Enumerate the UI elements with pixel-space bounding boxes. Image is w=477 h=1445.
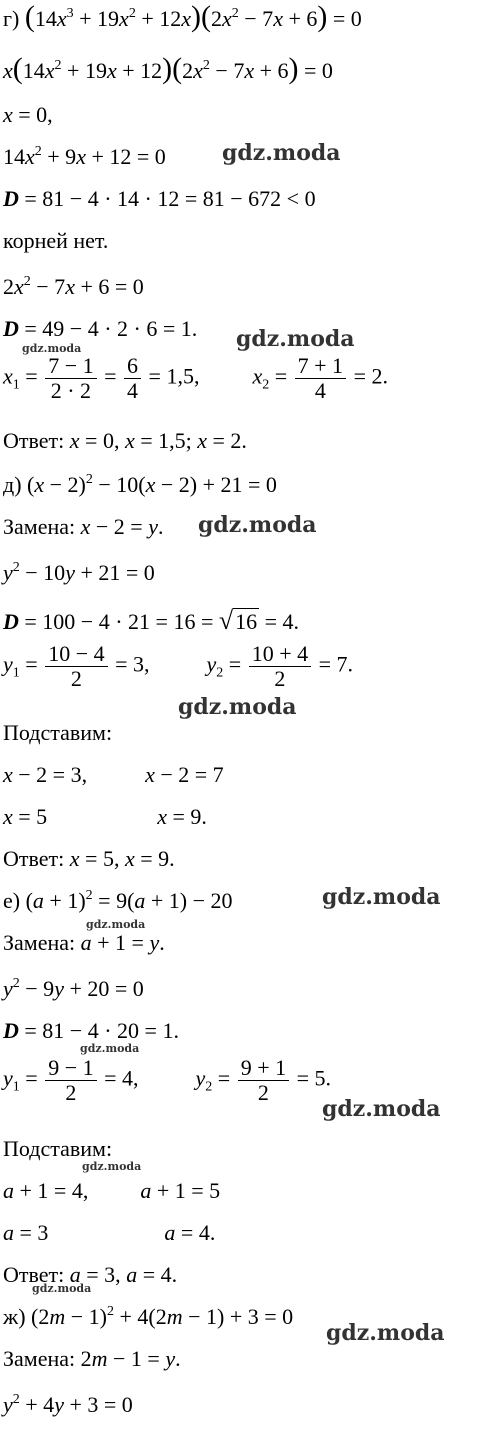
watermark: gdz.moda xyxy=(80,1042,140,1055)
answer-d: Ответ: x = 5, x = 9. xyxy=(3,846,175,871)
watermark: gdz.moda xyxy=(222,140,341,166)
eq-g-1: г) $(14x^3 + 19x^2 + 12x)(2x^2 - 7x + 6) = 0$ xyxy=(3,0,362,33)
eq-e-7: a = 3 a = 4. xyxy=(3,1220,216,1245)
watermark: gdz.moda xyxy=(322,1096,441,1122)
watermark: gdz.moda xyxy=(32,1282,92,1295)
eq-zh-3: $y^2 + 4y + 3 = 0$ xyxy=(3,1392,133,1417)
watermark: gdz.moda xyxy=(178,694,297,720)
eq-d-7: x = 5 x = 9. xyxy=(3,804,207,829)
eq-e-6: a + 1 = 4, a + 1 = 5 xyxy=(3,1178,221,1203)
eq-g-8: $x_1$ = $\frac{7 - 1}{2 \cdot 2}$ = $\frac{6}{4}$ = 1,5, $x_2$ = $\frac{7 + 1}{4}$ = 2. xyxy=(3,353,388,403)
eq-e-3: $y^2 - 9y + 20 = 0$ xyxy=(3,976,144,1001)
eq-e-1: е) $(a + 1)^2 = 9(a + 1) - 20$ xyxy=(3,888,233,913)
no-roots: корней нет. xyxy=(3,228,109,253)
podstavim-e: Подставим: xyxy=(3,1136,113,1161)
eq-g-7: D = 49 − 4 · 2 · 6 = 1. xyxy=(3,316,198,341)
watermark: gdz.moda xyxy=(86,918,146,931)
eq-zh-2: Замена: 2m − 1 = y. xyxy=(3,1346,181,1371)
eq-d-2: Замена: x − 2 = y. xyxy=(3,514,164,539)
watermark: gdz.moda xyxy=(198,512,317,538)
eq-g-4: $14x^2 + 9x + 12 = 0$ xyxy=(3,144,166,169)
eq-d-1: д) $(x - 2)^2 - 10(x - 2) + 21 = 0$ xyxy=(3,472,277,497)
label-g: г) xyxy=(3,6,20,31)
eq-g-3: x = 0, xyxy=(3,102,53,127)
watermark: gdz.moda xyxy=(322,884,441,910)
eq-e-2: Замена: a + 1 = y. xyxy=(3,930,165,955)
eq-e-4: D = 81 − 4 · 20 = 1. xyxy=(3,1018,179,1043)
eq-d-5: $y_1$ = $\frac{10 - 4}{2}$ = 3, $y_2$ = $\frac{10 + 4}{2}$ = 7. xyxy=(3,641,354,691)
answer-e: Ответ: a = 3, a = 4. xyxy=(3,1262,178,1287)
watermark: gdz.moda xyxy=(82,1160,142,1173)
eq-zh-1: ж) $(2m - 1)^2 + 4(2m - 1) + 3 = 0$ xyxy=(3,1304,294,1329)
eq-d-6: x − 2 = 3, x − 2 = 7 xyxy=(3,762,224,787)
eq-d-3: $y^2 - 10y + 21 = 0$ xyxy=(3,560,155,585)
watermark: gdz.moda xyxy=(236,326,355,352)
podstavim-d: Подставим: xyxy=(3,720,113,745)
eq-g-6: $2x^2 - 7x + 6 = 0$ xyxy=(3,274,144,299)
watermark: gdz.moda xyxy=(326,1320,445,1346)
watermark: gdz.moda xyxy=(22,342,82,355)
eq-d-4: D = 100 − 4 · 21 = 16 = √16 = 4. xyxy=(3,606,300,635)
eq-g-2: $x(14x^2 + 19x + 12)(2x^2 - 7x + 6) = 0$ xyxy=(3,52,333,85)
answer-g: Ответ: x = 0, x = 1,5; x = 2. xyxy=(3,428,247,453)
eq-g-5: D = 81 − 4 · 14 · 12 = 81 − 672 < 0 xyxy=(3,186,316,211)
eq-e-5: $y_1$ = $\frac{9 - 1}{2}$ = 4, $y_2$ = $\frac{9 + 1}{2}$ = 5. xyxy=(3,1055,332,1105)
